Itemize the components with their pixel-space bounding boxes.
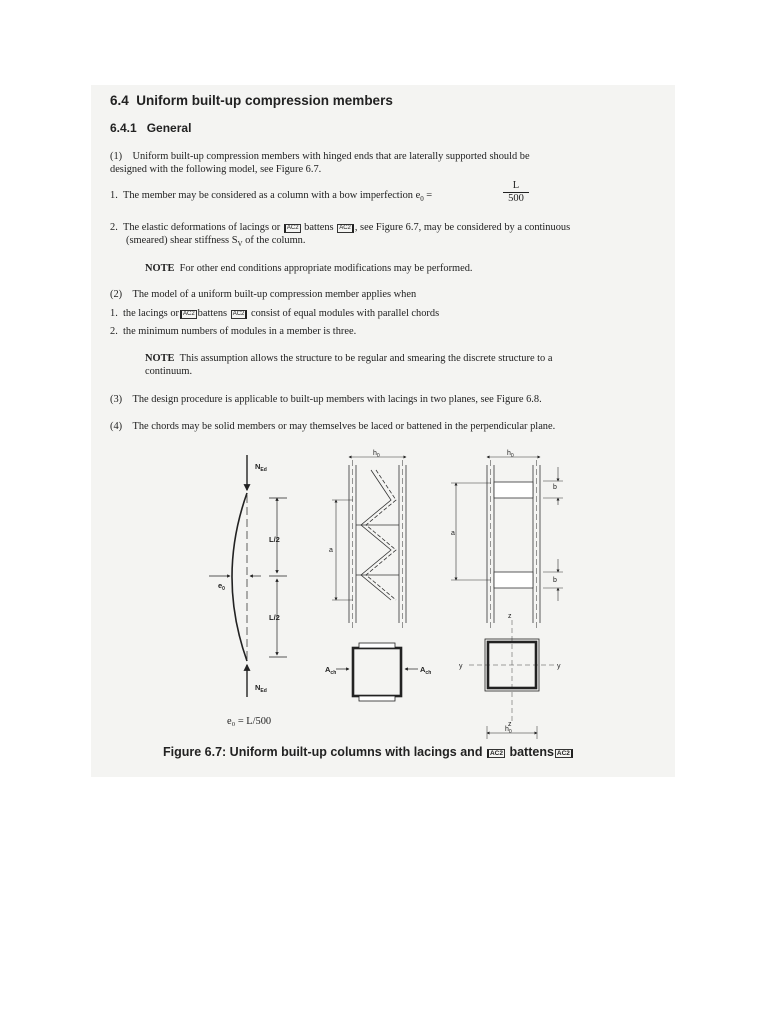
amendment-open-icon: AC2 bbox=[284, 224, 301, 233]
e0-label: $e_0$ bbox=[218, 581, 225, 592]
half-length-bottom-label: L/2 bbox=[269, 613, 280, 622]
clause-number: (3) bbox=[110, 394, 123, 405]
battened-column-elevation bbox=[451, 457, 563, 629]
a-lacing-label: a bbox=[329, 547, 333, 554]
b-top-label: b bbox=[553, 484, 557, 491]
h0-bottom-label: $h_0$ bbox=[505, 726, 512, 735]
z-top-label: z bbox=[508, 613, 512, 620]
subsection-title: General bbox=[146, 121, 192, 135]
e0-formula: e₀ = L/500 bbox=[227, 716, 272, 727]
laced-column-elevation bbox=[332, 457, 406, 629]
item-text: consist of equal modules with parallel chords bbox=[250, 308, 440, 319]
half-length-top-label: L/2 bbox=[269, 535, 280, 544]
item-text: The member may be considered as a column with a bow imperfection e bbox=[123, 190, 421, 201]
clause-number: (1) bbox=[110, 151, 123, 162]
caption-text: Figure 6.7: Uniform built-up columns with lacings and bbox=[163, 745, 483, 759]
item-text: (smeared) shear stiffness S bbox=[126, 235, 238, 246]
laced-section bbox=[336, 643, 418, 701]
document-page bbox=[91, 85, 675, 777]
clause-number: (4) bbox=[110, 421, 123, 432]
z-bottom-label: z bbox=[508, 721, 512, 728]
subscript: 0 bbox=[420, 195, 424, 204]
a-batten-label: a bbox=[451, 530, 455, 537]
item-text: the lacings or bbox=[123, 308, 179, 319]
note-text: This assumption allows the structure to be regular and smearing the discrete structure to a bbox=[179, 353, 553, 364]
section-number: 6.4 bbox=[110, 93, 129, 108]
note-text: For other end conditions appropriate modifications may be performed. bbox=[179, 263, 473, 274]
bow-imperfection-diagram bbox=[209, 455, 287, 697]
h0-batten-label: $h_0$ bbox=[507, 450, 514, 459]
figure-caption bbox=[163, 745, 574, 759]
item-text: of the column. bbox=[245, 235, 306, 246]
ach-right-label: $A_{ch}$ bbox=[420, 665, 432, 676]
amendment-close-icon: AC2 bbox=[337, 224, 354, 233]
caption-text: battens bbox=[509, 745, 554, 759]
section-title: Uniform built-up compression members bbox=[136, 93, 393, 108]
clause-number: (2) bbox=[110, 289, 123, 300]
item-number: 1. bbox=[110, 308, 118, 319]
item-number: 2. bbox=[110, 326, 118, 337]
y-left-label: y bbox=[459, 663, 463, 670]
h0-lacing-label: $h_0$ bbox=[373, 450, 380, 459]
equals-sign: = bbox=[426, 190, 433, 201]
clause-1-line-2: designed with the following model, see Figure 6.7. bbox=[110, 164, 322, 175]
item-text: the minimum numbers of modules in a member is three. bbox=[123, 326, 357, 337]
item-text: battens bbox=[197, 308, 228, 319]
amendment-close-icon: AC2 bbox=[231, 310, 248, 319]
y-right-label: y bbox=[557, 663, 561, 670]
item-number: 1. bbox=[110, 190, 118, 201]
ned-top-label: $N_{Ed}$ bbox=[255, 462, 267, 473]
fraction-numerator: L bbox=[512, 180, 520, 191]
b-bottom-label: b bbox=[553, 577, 557, 584]
clause-text: The design procedure is applicable to built-up members with lacings in two planes, see Figure 6.8. bbox=[132, 394, 542, 405]
ned-bottom-label: $N_{Ed}$ bbox=[255, 683, 267, 694]
note-label: NOTE bbox=[145, 353, 175, 364]
amendment-open-icon: AC2 bbox=[180, 310, 197, 319]
item-text: The elastic deformations of lacings or bbox=[123, 222, 281, 233]
fraction-denominator: 500 bbox=[503, 192, 529, 204]
clause-text: The model of a uniform built-up compression member applies when bbox=[132, 289, 417, 300]
figure-6-7-diagram bbox=[91, 85, 675, 777]
clause-text: Uniform built-up compression members with hinged ends that are laterally supported should be bbox=[132, 151, 530, 162]
clause-text: The chords may be solid members or may themselves be laced or battened in the perpendicular plane. bbox=[132, 421, 556, 432]
item-text: , see Figure 6.7, may be considered by a continuous bbox=[354, 222, 571, 233]
item-number: 2. bbox=[110, 222, 118, 233]
ach-left-label: $A_{ch}$ bbox=[325, 665, 337, 676]
amendment-open-icon: AC2 bbox=[487, 749, 505, 758]
subsection-number: 6.4.1 bbox=[110, 121, 137, 135]
note-2-line-2: continuum. bbox=[145, 366, 193, 377]
battened-section bbox=[469, 620, 555, 739]
subscript: V bbox=[237, 240, 243, 249]
item-text: battens bbox=[304, 222, 334, 233]
amendment-close-icon: AC2 bbox=[555, 749, 573, 758]
note-label: NOTE bbox=[145, 263, 175, 274]
